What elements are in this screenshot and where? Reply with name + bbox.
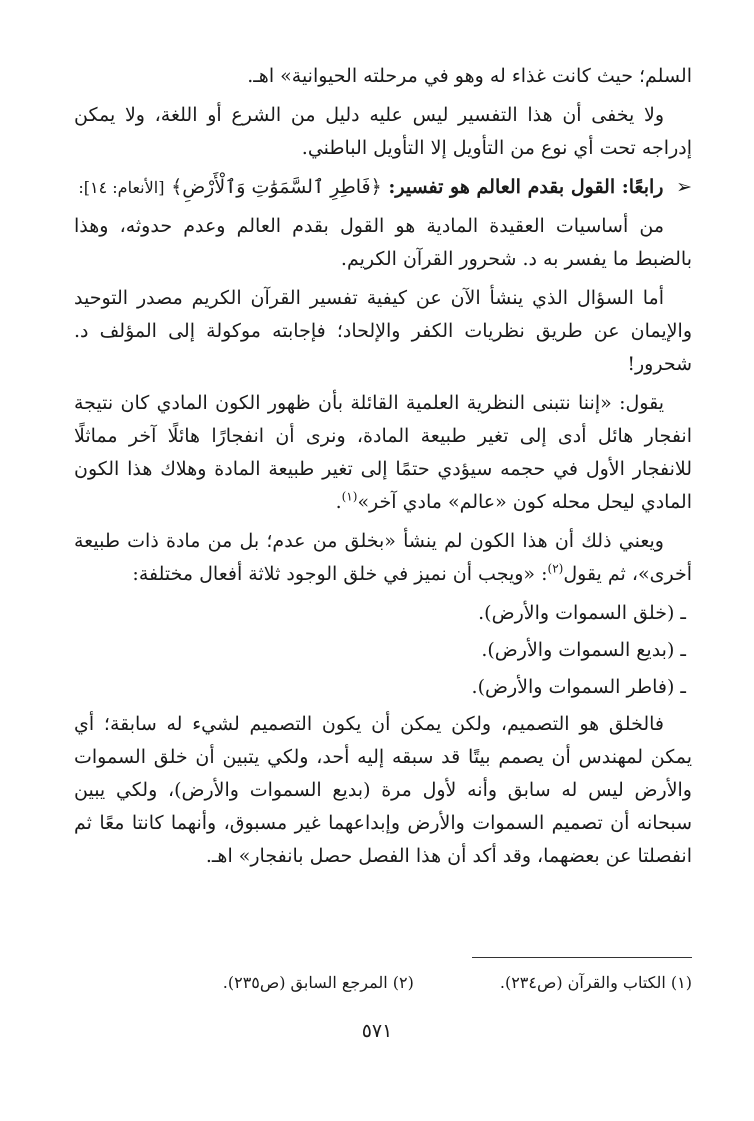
list-item: ـ (بديع السموات والأرض). <box>481 639 686 661</box>
paragraph-quote-big-bang <box>74 387 692 519</box>
footnotes <box>74 970 692 996</box>
footnote-2: (٢) المرجع السابق (ص٢٣٥). <box>222 973 414 992</box>
paragraph-meaning-text: ويعني ذلك أن هذا الكون لم ينشأ «بخلق من عدم؛ بل من مادة ذات طبيعة أخرى»، ثم يقول <box>74 530 692 585</box>
paragraph-materialist-doctrine: من أساسيات العقيدة المادية هو القول بقدم العالم وعدم حدوثه، وهذا بالضبط ما يفسر به د. شحرور القرآن الكريم. <box>74 215 692 270</box>
paragraph-commentary: ولا يخفى أن هذا التفسير ليس عليه دليل من الشرع أو اللغة، ولا يمكن إدراجه تحت أي نوع من التأويل إلا التأويل الباطني. <box>74 104 692 159</box>
verse-reference: [الأنعام: ١٤]: <box>78 178 165 197</box>
footnote-marker-1[interactable]: (١) <box>341 489 358 504</box>
list-item: ـ (فاطر السموات والأرض). <box>471 676 686 698</box>
footnote-1: (١) الكتاب والقرآن (ص٢٣٤). <box>499 973 692 992</box>
page-number: ٥٧١ <box>361 1020 393 1042</box>
paragraph-quote-text: يقول: «إننا نتبنى النظرية العلمية القائلة بأن ظهور الكون المادي كان نتيجة انفجار هائل أدى إلى تغير طبيعة المادة، ونرى أن انفجارًا هائلًا آخر مماثلًا للانفجار الأول في حجمه سيؤدي حتمًا إلى تغير طبيعة المادة وهلاك هذا الكون المادي ليحل محله كون «عالم» مادي آخر» <box>74 392 692 513</box>
paragraph-quote-punct: . <box>335 491 342 513</box>
section-heading <box>74 171 692 204</box>
arrow-bullet-icon: ➢ <box>676 176 692 198</box>
quran-verse: ﴿فَاطِرِ ٱلسَّمَوَٰتِ وَٱلْأَرْضِ﴾ <box>171 176 382 198</box>
footnote-divider <box>472 957 692 958</box>
paragraph-meaning-text-2: : «ويجب أن نميز في خلق الوجود ثلاثة أفعال مختلفة: <box>132 563 548 585</box>
paragraph-meaning <box>74 525 692 591</box>
paragraph-quote-end: السلم؛ حيث كانت غذاء له وهو في مرحلته الحيوانية» اهـ. <box>247 65 692 87</box>
footnote-marker-2[interactable]: (٢) <box>547 561 564 576</box>
section-heading-label: رابعًا: القول بقدم العالم هو تفسير: <box>388 176 664 198</box>
paragraph-question: أما السؤال الذي ينشأ الآن عن كيفية تفسير القرآن الكريم مصدر التوحيد والإيمان عن طريق نظريات الكفر والإلحاد؛ فإجابته موكولة إلى المؤلف د. شحرور! <box>74 287 692 375</box>
list-item: ـ (خلق السموات والأرض). <box>478 602 686 624</box>
paragraph-creation-design: فالخلق هو التصميم، ولكن يمكن أن يكون التصميم لشيء له سابقة؛ أي يمكن لمهندس أن يصمم بيتًا قد سبقه إليه أحد، ولكي يتبين أن خلق السموات والأرض ليس له سابق وأنه لأول مرة (بديع السموات والأرض)، ولكي يبين سبحانه أن تصميم السموات والأرض وإبداعهما غير مسبوق، وأنهما كانتا معًا ثم انفصلتا عن بعضهما، وقد أكد أن هذا الفصل حصل بانفجار» اهـ. <box>74 713 692 867</box>
body-text <box>74 60 692 879</box>
